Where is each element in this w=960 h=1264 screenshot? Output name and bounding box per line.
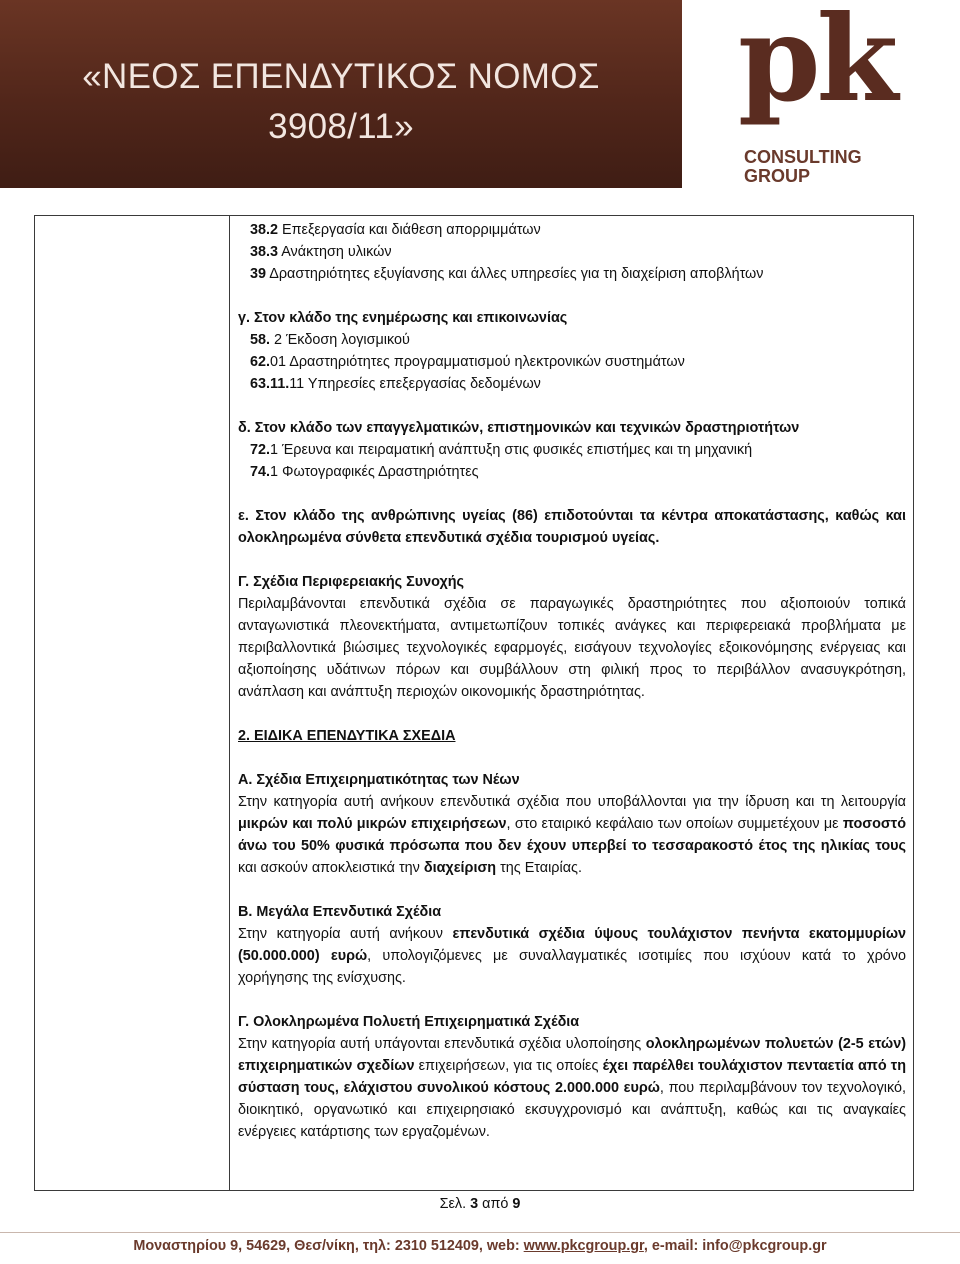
list-item: 72.1 Έρευνα και πειραματική ανάπτυξη στις φυσικές επιστήμες και τη μηχανική [250,442,753,458]
section-heading-g: γ. Στον κλάδο της ενημέρωσης και επικοινωνίας [238,310,568,326]
logo-text [744,148,862,186]
email-text[interactable]: info@pkcgroup.gr [702,1238,827,1254]
title-line-2: 3908/11» [268,107,414,146]
section-e-paragraph: ε. Στον κλάδο της ανθρώπινης υγείας (86) επιδοτούνται τα κέντρα αποκατάστασης, καθώς και ολοκληρωμένα σύνθετα επενδυτικά σχέδια τουρισμού υγείας. [238,508,906,546]
document-title [0,52,682,152]
logo-mark: pk [738,0,895,128]
footer-contact: Μοναστηρίου 9, 54629, Θεσ/νίκη, τηλ: 2310 512409, web: www.pkcgroup.gr, e-mail: info@pkcgroup.gr [133,1238,827,1254]
list-item: 39 Δραστηριότητες εξυγίανσης και άλλες υπηρεσίες για τη διαχείριση αποβλήτων [250,266,764,282]
website-link[interactable]: www.pkcgroup.gr [523,1238,644,1254]
page-number: Σελ. 3 από 9 [439,1196,521,1212]
section-heading-c: Γ. Ολοκληρωμένα Πολυετή Επιχειρηματικά Σχέδια [238,1014,580,1030]
list-item: 38.2 Επεξεργασία και διάθεση απορριμμάτων [250,222,541,238]
company-logo [686,0,960,190]
logo-line-2: GROUP [744,166,811,186]
main-content [238,219,906,1143]
section-heading-regional: Γ. Σχέδια Περιφερειακής Συνοχής [238,574,465,590]
title-line-1: «ΝΕΟΣ ΕΠΕΝΔΥΤΙΚΟΣ ΝΟΜΟΣ [82,57,600,96]
list-item: 38.3 Ανάκτηση υλικών [250,244,392,260]
section-a-paragraph: Στην κατηγορία αυτή ανήκουν επενδυτικά σχέδια που υποβάλλονται για την ίδρυση και τη λειτουργία μικρών και πολύ μικρών επιχειρήσεων, στο εταιρικό κεφάλαιο των οποίων συμμετέχουν με ποσοστό άνω του 50% φυσικά πρόσωπα που δεν έχουν υπερβεί το τεσσαρακοστό έτος της ηλικίας τους και ασκούν αποκλειστικά την διαχείριση της Εταιρίας. [238,794,906,876]
header-banner [0,0,682,188]
section-heading-a: Α. Σχέδια Επιχειρηματικότητας των Νέων [238,772,520,788]
list-item: 58. 2 Έκδοση λογισμικού [250,332,410,348]
section-heading-d: δ. Στον κλάδο των επαγγελματικών, επιστημονικών και τεχνικών δραστηριοτήτων [238,420,800,436]
list-item: 62.01 Δραστηριότητες προγραμματισμού ηλεκτρονικών συστημάτων [250,354,685,370]
section-c-paragraph: Στην κατηγορία αυτή υπάγονται επενδυτικά σχέδια υλοποίησης ολοκληρωμένων πολυετών (2-5 ετών) επιχειρηματικών σχεδίων επιχειρήσεων, για τις οποίες έχει παρέλθει τουλάχιστον πενταετία από τη σύσταση τους, ελάχιστου συνολικού κόστους 2.000.000 ευρώ, που περιλαμβάνουν τον τεχνολογικό, διοικητικό, οργανωτικό και επιχειρησιακό εκσυγχρονισμό και ανάπτυξη, καθώς και τις αναγκαίες ενέργειες κατάρτισης των εργαζομένων. [238,1036,906,1140]
footer-divider [0,1232,960,1233]
list-item: 63.11.11 Υπηρεσίες επεξεργασίας δεδομένων [250,376,541,392]
list-item: 74.1 Φωτογραφικές Δραστηριότητες [250,464,479,480]
section-heading-b: Β. Μεγάλα Επενδυτικά Σχέδια [238,904,442,920]
logo-line-1: CONSULTING [744,147,862,167]
special-plans-title: 2. ΕΙΔΙΚΑ ΕΠΕΝΔΥΤΙΚΑ ΣΧΕΔΙΑ [238,728,456,744]
regional-paragraph: Περιλαμβάνονται επενδυτικά σχέδια σε παραγωγικές δραστηριότητες που αξιοποιούν τοπικά ανταγωνιστικά πλεονεκτήματα, αντιμετωπίζουν τοπικές ανάγκες και περιφερειακά προβλήματα με περιβαλλοντικά βιώσιμες τεχνολογικές εφαρμογές, εισάγουν τεχνολογίες εξοικονόμησης ενέργειας και αξιοποίησης υδάτινων πόρων και συμβάλλουν στη φιλική προς το περιβάλλον ανασυγκρότηση, ανάπλαση και ανάπτυξη περιοχών οικονομικής δραστηριότητας. [238,596,906,700]
table-column-divider [229,216,230,1190]
section-b-paragraph: Στην κατηγορία αυτή ανήκουν επενδυτικά σχέδια ύψους τουλάχιστον πενήντα εκατομμυρίων (50.000.000) ευρώ, υπολογιζόμενες με συναλλαγματικές ισοτιμίες που ισχύουν κατά το χρόνο χορήγησης της ενίσχυσης. [238,926,907,986]
